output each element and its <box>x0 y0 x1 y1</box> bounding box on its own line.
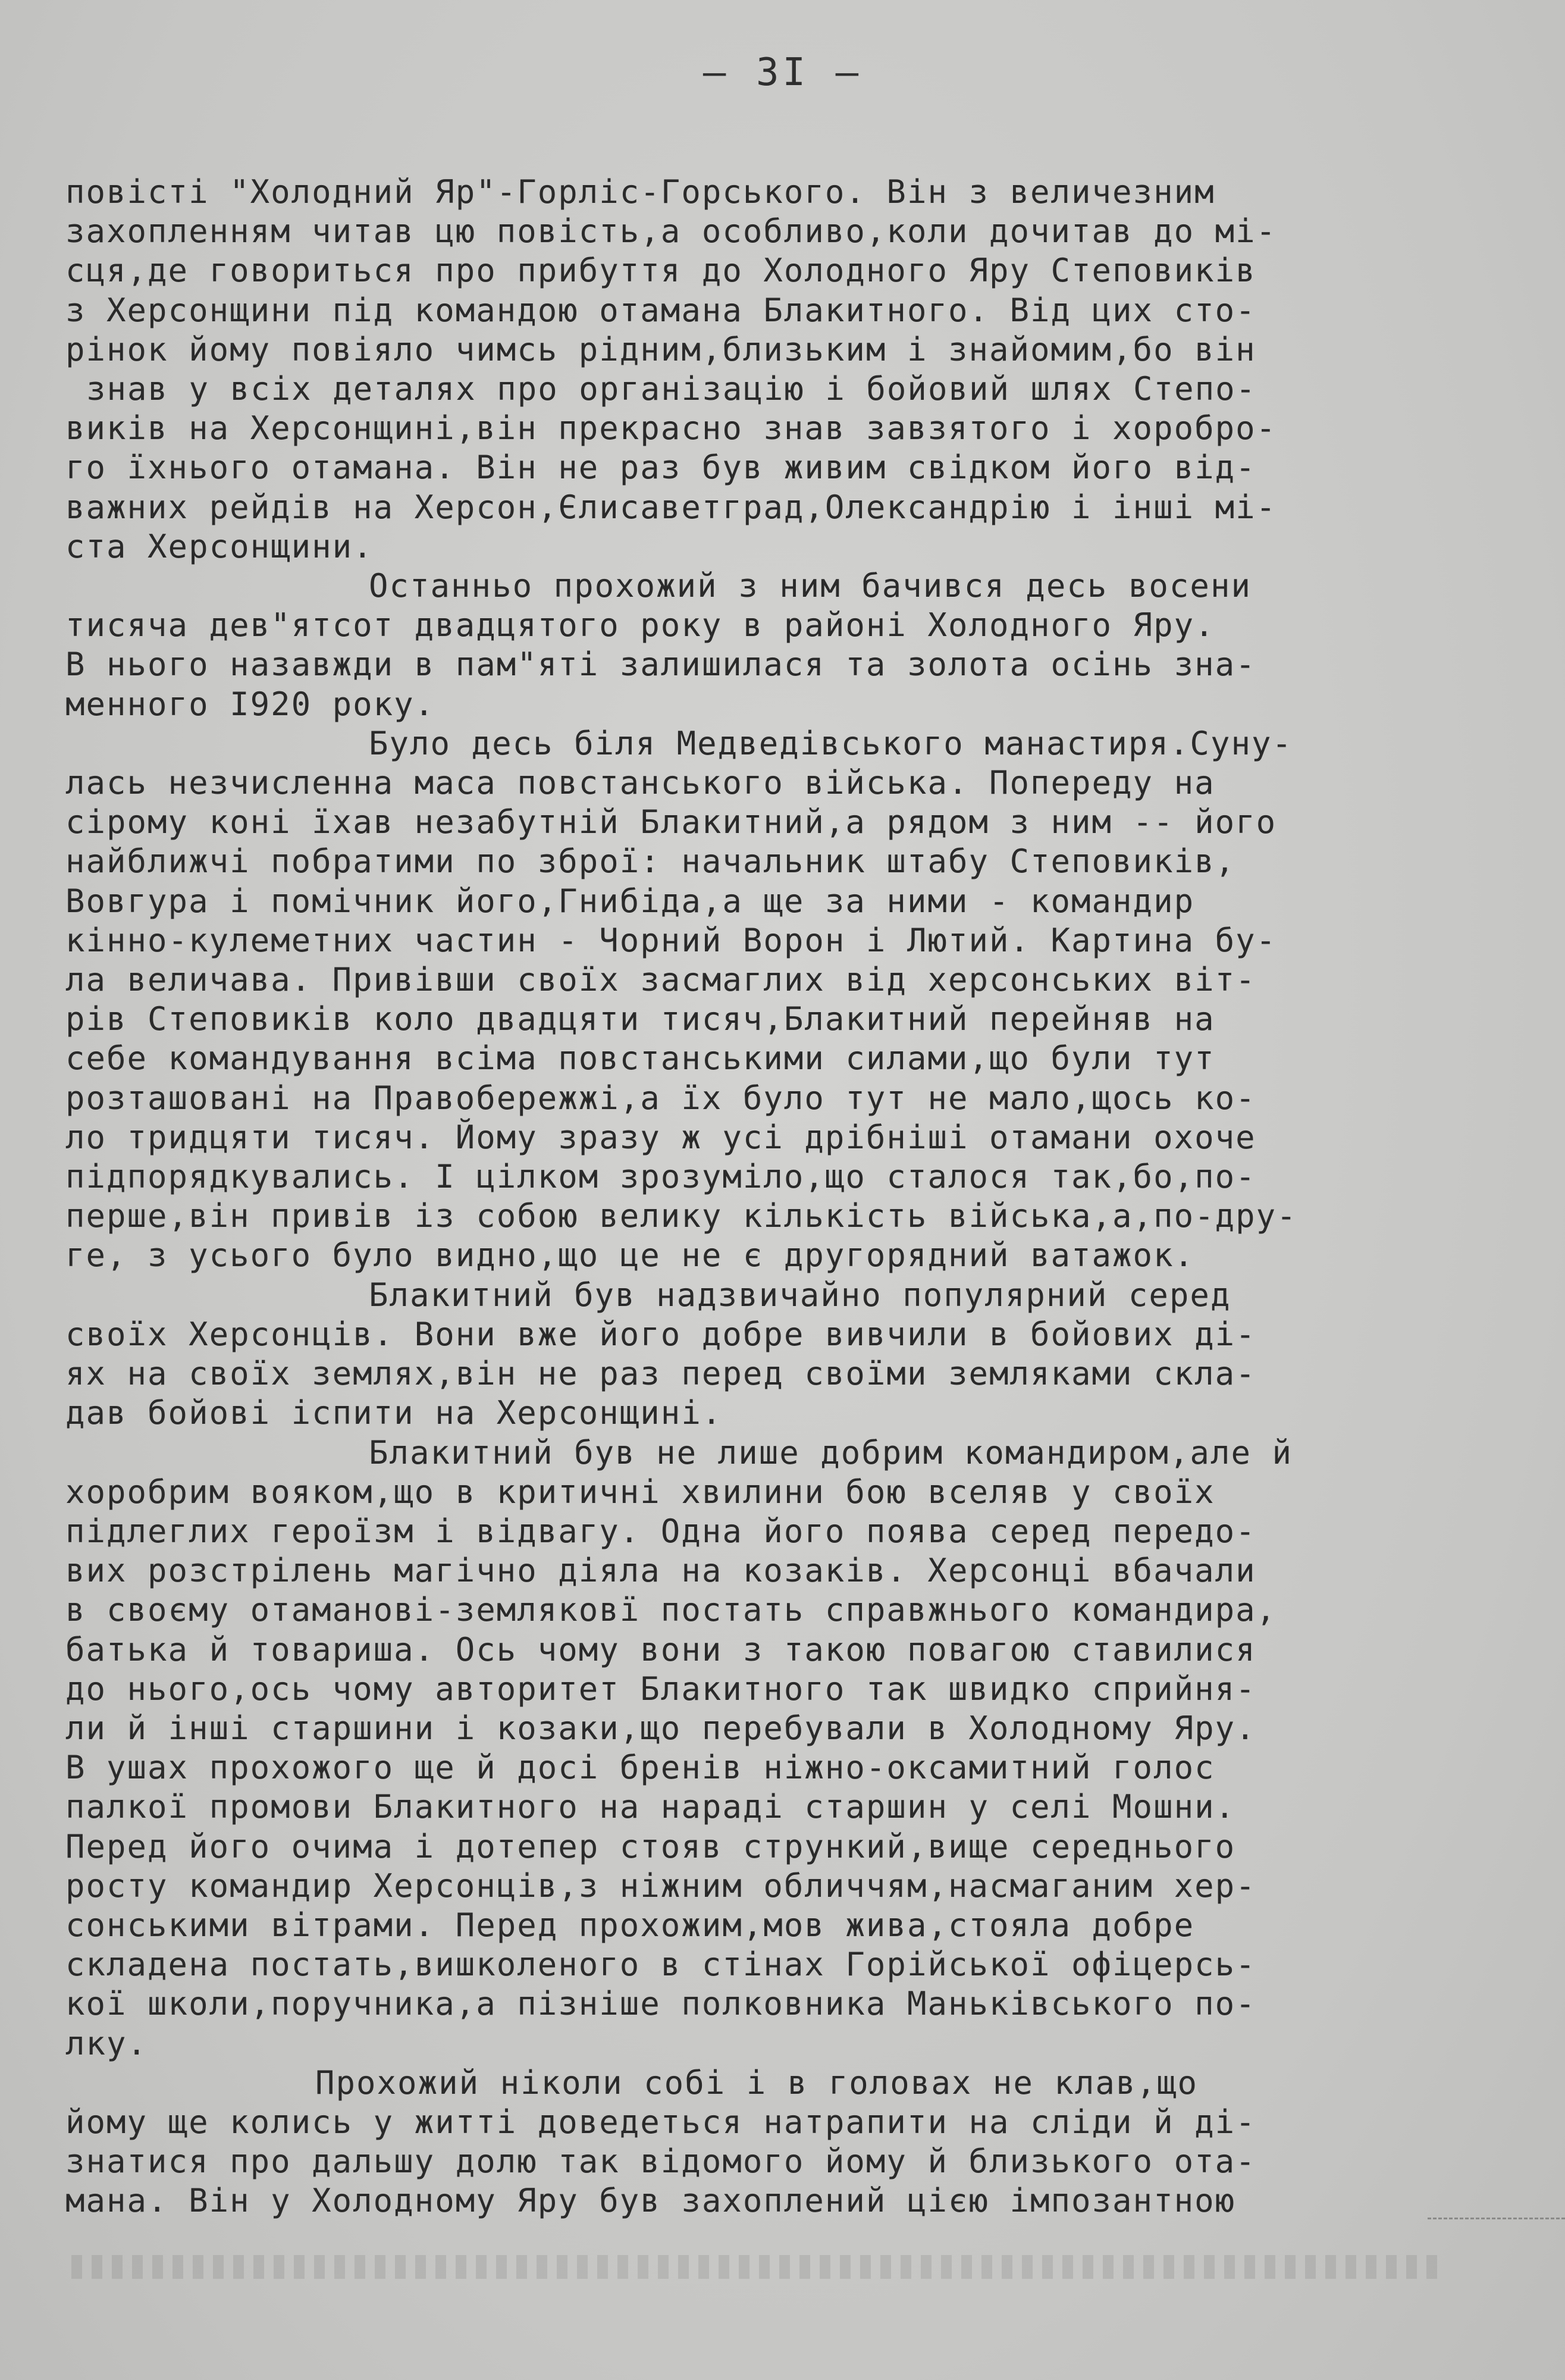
text-line: дав бойові іспити на Херсонщині. <box>65 1394 723 1432</box>
text-line: ге, з усього було видно,що це не є другорядний ватажок. <box>65 1236 1195 1274</box>
text-line: йому ще колись у житті доведеться натрапити на сліди й ді- <box>65 2103 1256 2141</box>
page-edge-dashes <box>1428 2218 1565 2219</box>
text-line: рів Степовиків коло двадцяти тисяч,Блакитний перейняв на <box>65 1000 1215 1038</box>
paragraph-first-line: Блакитний був надзвичайно популярний серед <box>369 1276 1231 1314</box>
text-line: В ушах прохожого ще й досі бренів ніжно-оксамитний голос <box>65 1749 1215 1787</box>
text-line: своїх Херсонців. Вони вже його добре вивчили в бойових ді- <box>65 1315 1256 1353</box>
paragraph-first-line: Блакитний був не лише добрим командиром,але й <box>369 1433 1293 1471</box>
text-line: мана. Він у Холодному Яру був захоплений цією імпозантною <box>65 2182 1236 2220</box>
text-line: кінно-кулеметних частин - Чорний Ворон і Лютий. Картина бу- <box>65 921 1277 959</box>
text-line: батька й товариша. Ось чому вони з такою повагою ставилися <box>65 1630 1256 1668</box>
text-line: сірому коні їхав незабутній Блакитний,а рядом з ним -- його <box>65 803 1277 841</box>
text-line: вих розстрілень магічно діяла на козаків. Херсонці вбачали <box>65 1552 1256 1590</box>
text-line: розташовані на Правобережжі,а їх було тут не мало,щось ко- <box>65 1079 1256 1117</box>
text-line: перше,він привів із собою велику кількість війська,а,по-дру- <box>65 1197 1297 1235</box>
paragraph-first-line: Прохожий ніколи собі і в головах не клав,що <box>315 2063 1198 2102</box>
paragraph-first-line: Було десь біля Медведівського манастиря.Суну- <box>369 724 1293 762</box>
text-line: тисяча дев"ятсот двадцятого року в районі Холодного Яру. <box>65 606 1215 644</box>
text-line: підпорядкувались. І цілком зрозуміло,що сталося так,бо,по- <box>65 1158 1256 1196</box>
text-line: кої школи,поручника,а пізніше полковника Маньківського по- <box>65 1985 1256 2023</box>
text-line: ли й інші старшини і козаки,що перебували в Холодному Яру. <box>65 1709 1256 1747</box>
text-line: В нього назавжди в пам"яті залишилася та золота осінь зна- <box>65 646 1256 684</box>
text-line: ях на своїх землях,він не раз перед своїми земляками скла- <box>65 1355 1256 1393</box>
body-text <box>65 173 1481 2221</box>
text-line: важних рейдів на Херсон,Єлисаветград,Олександрію і інші мі- <box>65 488 1277 526</box>
text-line: в своєму отаманові-земляковї постать справжнього командира, <box>65 1591 1277 1629</box>
text-line: ста Херсонщини. <box>65 527 374 565</box>
text-line: себе командування всіма повстанськими силами,що були тут <box>65 1039 1215 1078</box>
text-line: Перед його очима і дотепер стояв стрункий,вище середнього <box>65 1827 1236 1865</box>
text-line: лку. <box>65 2024 148 2062</box>
text-line: ло тридцяти тисяч. Йому зразу ж усі дрібніші отамани охоче <box>65 1118 1256 1156</box>
text-line: складена постать,вишколеного в стінах Горійської офіцерсь- <box>65 1946 1256 1984</box>
text-line: лась незчисленна маса повстанського війська. Попереду на <box>65 764 1215 802</box>
text-line: підлеглих героїзм і відвагу. Одна його поява серед передо- <box>65 1512 1256 1550</box>
text-line: менного I920 року. <box>65 685 435 723</box>
text-line: рінок йому повіяло чимсь рідним,близьким і знайомим,бо він <box>65 330 1256 368</box>
text-line: повісті "Холодний Яр"-Горліс-Горського. Він з величезним <box>65 173 1215 211</box>
text-line: палкої промови Блакитного на нараді старшин у селі Мошни. <box>65 1788 1236 1826</box>
text-line: росту командир Херсонців,з ніжним обличчям,насмаганим хер- <box>65 1867 1256 1905</box>
text-line: найближчі побратими по зброї: начальник штабу Степовиків, <box>65 843 1236 881</box>
text-line: Вовгура і помічник його,Гнибіда,а ще за ними - командир <box>65 882 1195 920</box>
text-line: до нього,ось чому авторитет Блакитного так швидко сприйня- <box>65 1670 1256 1708</box>
paragraph-first-line: Останньо прохожий з ним бачився десь восени <box>369 567 1252 605</box>
text-line: сця,де говориться про прибуття до Холодного Яру Степовиків <box>65 252 1256 290</box>
text-line: сонськими вітрами. Перед прохожим,мов жива,стояла добре <box>65 1906 1195 1944</box>
text-line: виків на Херсонщині,він прекрасно знав завзятого і хоробро- <box>65 409 1277 447</box>
text-line: го їхнього отамана. Він не раз був живим свідком його від- <box>65 449 1256 487</box>
text-line: знатися про дальшу долю так відомого йому й близького ота- <box>65 2143 1256 2181</box>
text-line: знав у всіх деталях про організацію і бойовий шлях Степо- <box>86 370 1257 408</box>
text-line: хоробрим вояком,що в критичні хвилини бою вселяв у своїх <box>65 1473 1215 1511</box>
text-line: з Херсонщини під командою отамана Блакитного. Від цих сто- <box>65 291 1256 329</box>
bleed-through-text <box>71 2255 1439 2279</box>
text-line: ла величава. Привівши своїх засмаглих від херсонських віт- <box>65 961 1256 999</box>
page-number: – 3I – <box>702 51 863 95</box>
text-line: захопленням читав цю повість,а особливо,коли дочитав до мі- <box>65 212 1277 250</box>
